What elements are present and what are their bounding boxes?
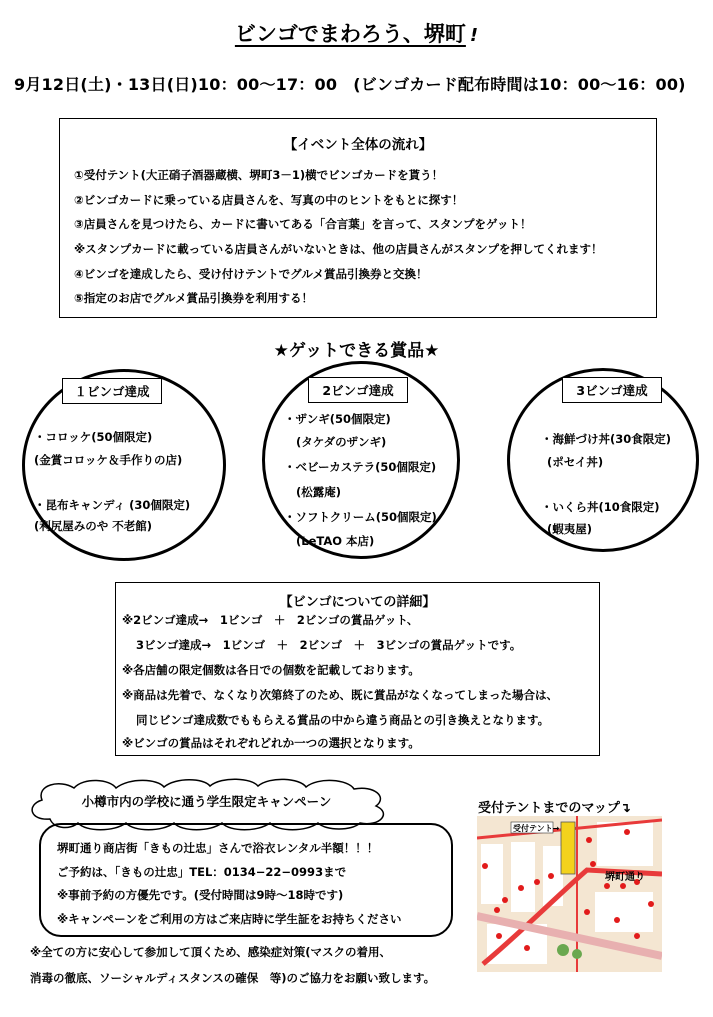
prizes-heading: ★ゲットできる賞品★ — [273, 341, 440, 361]
detail-line: 同じビンゴ達成数でももらえる賞品の中から違う商品との引き換えとなります。 — [136, 713, 550, 727]
flow-heading: 【イベント全体の流れ】 — [283, 137, 433, 153]
flow-step: ①受付テント(大正硝子酒器蔵横、堺町3－1)横でビンゴカードを貰う！ — [74, 168, 444, 182]
detail-line: ※各店舗の限定個数は各日での個数を記載しております。 — [122, 663, 420, 677]
bingo3-shop: (蝦夷屋) — [547, 522, 593, 536]
bingo2-label: 2ビンゴ達成 — [308, 377, 408, 403]
map-block — [595, 892, 653, 932]
bingo2-shop: (タケダのザンギ) — [296, 435, 387, 449]
map-spot — [624, 829, 630, 835]
detail-line: ※ビンゴの賞品はそれぞれどれか一つの選択となります。 — [122, 736, 420, 750]
event-dates — [14, 72, 686, 95]
flow-steps — [74, 163, 603, 311]
bingo2-prize: ・ザンギ(50個限定) — [284, 412, 391, 426]
campaign-line: 堺町通り商店街「きもの辻忠」さんで浴衣レンタル半額！！！ — [57, 841, 379, 855]
bingo1-prize: ・昆布キャンディ (30個限定) — [34, 498, 191, 512]
campaign-line: ※事前予約の方優先です。(受付時間は9時〜18時です) — [57, 888, 344, 902]
map-spot — [584, 909, 590, 915]
title-text: ビンゴでまわろう、堺町 — [234, 22, 466, 46]
map-spot — [586, 837, 592, 843]
campaign-box — [39, 823, 453, 937]
bingo1-prize: ・コロッケ(50個限定) — [34, 430, 153, 444]
flow-step: ④ビンゴを達成したら、受け付けテントでグルメ賞品引換券と交換！ — [74, 266, 428, 281]
flow-step: ⑤指定のお店でグルメ賞品引換券を利用する！ — [74, 291, 314, 306]
campaign-line: ご予約は、「きもの辻忠」TEL：0134−22−0993まで — [57, 865, 347, 879]
map-spot — [534, 879, 540, 885]
map-spot — [496, 933, 502, 939]
detail-line: ※2ビンゴ達成→ 1ビンゴ ＋ 2ビンゴの賞品ゲット、 — [122, 613, 419, 627]
bingo3-label: 3ビンゴ達成 — [562, 377, 662, 403]
map-spot — [590, 861, 596, 867]
campaign-heading: 小樽市内の学校に通う学生限定キャンペーン — [81, 794, 332, 809]
map-title: 受付テントまでのマップ↴ — [478, 801, 631, 816]
map-spot — [634, 933, 640, 939]
map-spot — [548, 873, 554, 879]
bingo3-shop: (ポセイ丼) — [547, 455, 604, 469]
map-block — [481, 844, 503, 904]
map-spot — [482, 863, 488, 869]
bingo3-prize: ・海鮮づけ丼(30食限定) — [541, 432, 672, 446]
campaign-line: ※キャンペーンをご利用の方はご来店時に学生証をお持ちください — [57, 912, 402, 926]
map-spot — [614, 917, 620, 923]
bingo-details-box — [115, 582, 600, 756]
event-schedule: 9月12日(土)・13日(日)10：00〜17：00 — [14, 75, 338, 94]
map-tree — [557, 944, 569, 956]
event-flow-box — [59, 118, 657, 318]
map-spot — [502, 897, 508, 903]
bingo2-shop: (松露庵) — [296, 485, 342, 499]
map-block — [597, 822, 653, 866]
details-heading: 【ビンゴについての詳細】 — [279, 595, 436, 610]
map-block — [511, 842, 535, 912]
bingo1-shop: (金賞コロッケ＆手作りの店) — [34, 453, 183, 467]
footer-note: ※全ての方に安心して参加して頂くため、感染症対策(マスクの着用、 — [30, 945, 391, 959]
tent-map-graphic — [477, 816, 662, 972]
tent-map — [477, 816, 662, 972]
map-spot — [604, 883, 610, 889]
map-spot — [648, 901, 654, 907]
map-tent-label: 受付テント→ — [513, 824, 560, 833]
map-spot — [524, 945, 530, 951]
flow-step: ②ビンゴカードに乗っている店員さんを、写真の中のヒントをもとに探す！ — [74, 192, 464, 207]
footer-note: 消毒の徹底、ソーシャルディスタンスの確保 等)のご協力をお願い致します。 — [30, 971, 436, 985]
map-spot — [518, 885, 524, 891]
bingo2-prize: ・ベビーカステラ(50個限定) — [284, 460, 437, 474]
map-street-label: 堺町通り — [605, 872, 645, 883]
detail-line: ※商品は先着で、なくなり次第終了のため、既に賞品がなくなってしまった場合は、 — [122, 688, 558, 702]
map-spot — [494, 907, 500, 913]
map-spot — [620, 883, 626, 889]
title-exclamation: ! — [469, 25, 479, 46]
card-distribution-time: (ビンゴカード配布時間は10：00〜16：00) — [353, 75, 686, 94]
page-title — [0, 18, 713, 48]
detail-line: 3ビンゴ達成→ 1ビンゴ ＋ 2ビンゴ ＋ 3ビンゴの賞品ゲットです。 — [136, 638, 522, 652]
bingo1-label: １ビンゴ達成 — [62, 378, 162, 404]
flow-step: ③店員さんを見つけたら、カードに書いてある「合言葉」を言って、スタンプをゲット！ — [74, 217, 532, 232]
map-tree — [572, 949, 582, 959]
bingo2-shop: (LeTAO 本店) — [296, 534, 375, 548]
bingo2-prize: ・ソフトクリーム(50個限定) — [284, 510, 437, 524]
flow-step: ※スタンプカードに載っている店員さんがいないときは、他の店員さんがスタンプを押してくれます！ — [74, 242, 603, 257]
bingo3-prize: ・いくら丼(10食限定) — [541, 500, 660, 514]
map-tent-marker — [561, 822, 575, 874]
bingo1-shop: (利尻屋みのや 不老館) — [34, 519, 153, 533]
